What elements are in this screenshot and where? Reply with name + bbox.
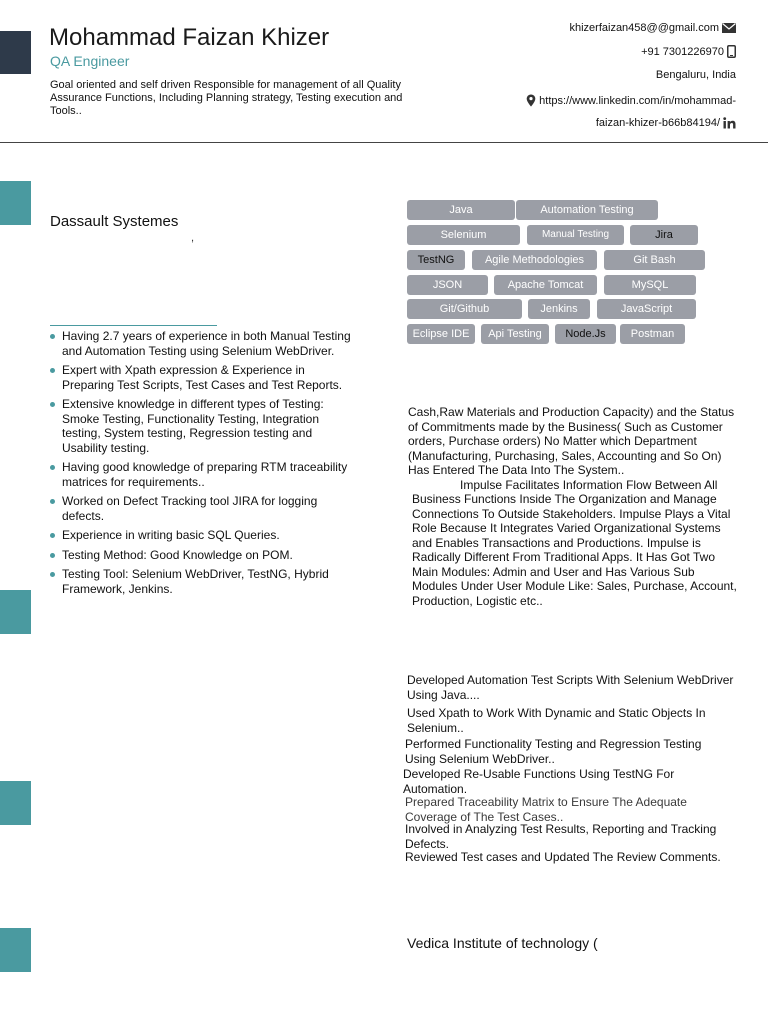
contact-linkedin-url[interactable] [526, 94, 736, 107]
skill-tag: Apache Tomcat [494, 275, 597, 295]
project-paragraph: Impulse Facilitates Information Flow Between All Business Functions Inside The Organization and Manage Connections To Outside Stakeholders. Impulse Plays a Vital Role Because It Integrates Varied Organizational Systems and Enables Transactions and Productions. Impulse is Radically Different From Traditional Apps. It Has Got Two Main Modules: Admin and User and Has Various Sub Modules Under User Module Like: Sales, Purchase, Account, Production, Logistic etc.. [412, 477, 737, 608]
project-description [408, 405, 743, 608]
project-paragraph: Cash,Raw Materials and Production Capacity) and the Status of Commitments made by the Business( Such as Customer orders, Purchase orders) No Matter which Department (Manufacturing, Purchasing, Sales, Accounting and So On) Has Entered The Data Into The System.. [408, 405, 735, 477]
job-title: QA Engineer [50, 53, 130, 69]
skill-tag: Manual Testing [527, 225, 624, 245]
education-institute: Vedica Institute of technology ( [407, 935, 598, 951]
responsibility-item: Prepared Traceability Matrix to Ensure The Adequate Coverage of The Test Cases.. [405, 795, 687, 824]
skill-tag: JSON [407, 275, 488, 295]
linkedin-icon [723, 117, 736, 129]
skill-tag: Jira [630, 225, 698, 245]
section-accent-block [0, 590, 31, 634]
section-accent-block [0, 781, 31, 825]
skill-tag: Automation Testing [516, 200, 658, 220]
skill-tag: Agile Methodologies [472, 250, 597, 270]
list-item: Extensive knowledge in different types of Testing: Smoke Testing, Functionality Testing, Integration testing, System testing, Regression testing and Usability testing. [50, 397, 360, 455]
skill-tag: TestNG [407, 250, 465, 270]
responsibility-item: Involved in Analyzing Test Results, Reporting and Tracking Defects. [405, 822, 717, 851]
list-item: Having good knowledge of preparing RTM traceability matrices for requirements.. [50, 460, 360, 489]
header-accent-block [0, 31, 31, 74]
phone-text: +91 7301226970 [641, 45, 724, 58]
skill-tag: Postman [620, 324, 685, 344]
profile-summary: Goal oriented and self driven Responsible for management of all Quality Assurance Functions, Including Planning strategy, Testing execution and Tools.. [50, 79, 403, 117]
skill-tag: Git/Github [407, 299, 522, 319]
location-text: Bengaluru, India [655, 69, 736, 81]
company-name: Dassault Systemes [50, 213, 179, 230]
list-item: Experience in writing basic SQL Queries. [50, 528, 360, 543]
contact-linkedin[interactable] [596, 117, 736, 129]
responsibility-item: Performed Functionality Testing and Regression Testing Using Selenium WebDriver.. [405, 737, 702, 766]
skill-tag: Git Bash [604, 250, 705, 270]
candidate-name: Mohammad Faizan Khizer [49, 24, 330, 51]
experience-bullet-list [50, 329, 360, 601]
skill-tag: Java [407, 200, 515, 220]
section-accent-block [0, 928, 31, 972]
date-separator: , [191, 232, 195, 244]
skill-tag: Selenium [407, 225, 520, 245]
list-item: Expert with Xpath expression & Experience in Preparing Test Scripts, Test Cases and Test Reports. [50, 363, 360, 392]
experience-underline [50, 325, 217, 326]
skill-tag: MySQL [604, 275, 696, 295]
email-text: khizerfaizan458@@gmail.com [569, 22, 719, 34]
responsibility-item: Developed Re-Usable Functions Using TestNG For Automation. [403, 767, 675, 796]
contact-email[interactable] [569, 22, 736, 34]
mobile-phone-icon [727, 45, 736, 58]
responsibility-item: Reviewed Test cases and Updated The Review Comments. [405, 850, 721, 864]
header-divider [0, 142, 768, 143]
list-item: Testing Method: Good Knowledge on POM. [50, 548, 360, 563]
responsibility-item: Developed Automation Test Scripts With Selenium WebDriver Using Java.... [407, 673, 734, 702]
linkedin-url-line1: https://www.linkedin.com/in/mohammad- [539, 94, 736, 107]
map-pin-icon [526, 94, 536, 107]
list-item: Worked on Defect Tracking tool JIRA for logging defects. [50, 494, 360, 523]
contact-location [656, 69, 736, 81]
list-item: Having 2.7 years of experience in both Manual Testing and Automation Testing using Selenium WebDriver. [50, 329, 360, 358]
contact-phone[interactable] [641, 45, 736, 58]
skill-tag: Jenkins [528, 299, 590, 319]
skill-tag: Eclipse IDE [407, 324, 475, 344]
list-item: Testing Tool: Selenium WebDriver, TestNG, Hybrid Framework, Jenkins. [50, 567, 360, 596]
skill-tag: Node.Js [555, 324, 616, 344]
envelope-icon [722, 23, 736, 33]
skill-tag: JavaScript [597, 299, 696, 319]
section-accent-block [0, 181, 31, 225]
responsibility-item: Used Xpath to Work With Dynamic and Static Objects In Selenium.. [407, 706, 706, 735]
linkedin-url-line2: faizan-khizer-b66b84194/ [595, 117, 720, 129]
skill-tag: Api Testing [481, 324, 549, 344]
